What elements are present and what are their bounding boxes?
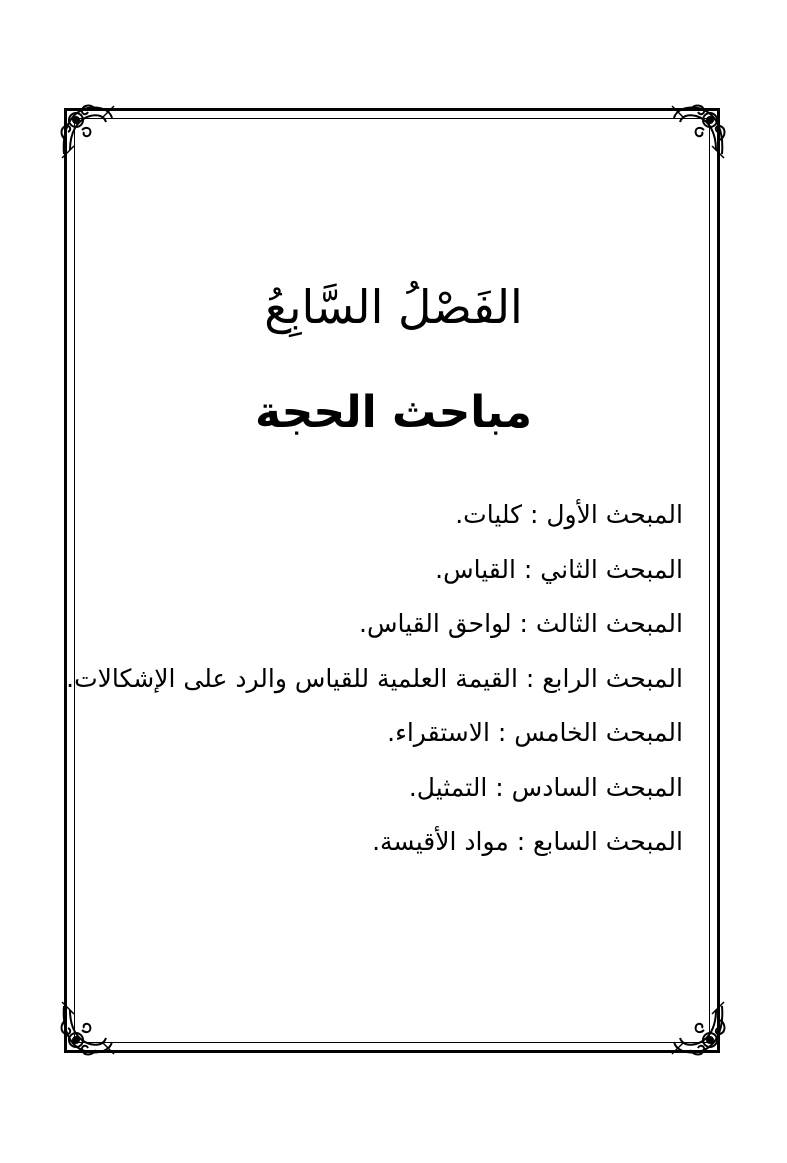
toc-item: المبحث السابع : مواد الأقيسة. [372,827,683,856]
toc-item: المبحث الخامس : الاستقراء. [387,718,683,747]
toc-item: المبحث الثالث : لواحق القياس. [359,609,683,638]
table-of-contents [66,488,683,870]
floral-ornament-icon [668,998,730,1060]
toc-item: المبحث الأول : كليات. [455,500,683,529]
chapter-title: الفَصْلُ السَّابِعُ [264,279,523,334]
toc-item: المبحث السادس : التمثيل. [408,772,683,802]
floral-ornament-icon [56,100,118,162]
floral-ornament-icon [668,100,730,162]
chapter-subtitle: مباحث الحجة [254,386,533,438]
floral-ornament-icon [56,998,118,1060]
toc-item: المبحث الثاني : القياس. [435,554,683,584]
toc-item: المبحث الرابع : القيمة العلمية للقياس والرد على الإشكالات. [66,663,683,693]
